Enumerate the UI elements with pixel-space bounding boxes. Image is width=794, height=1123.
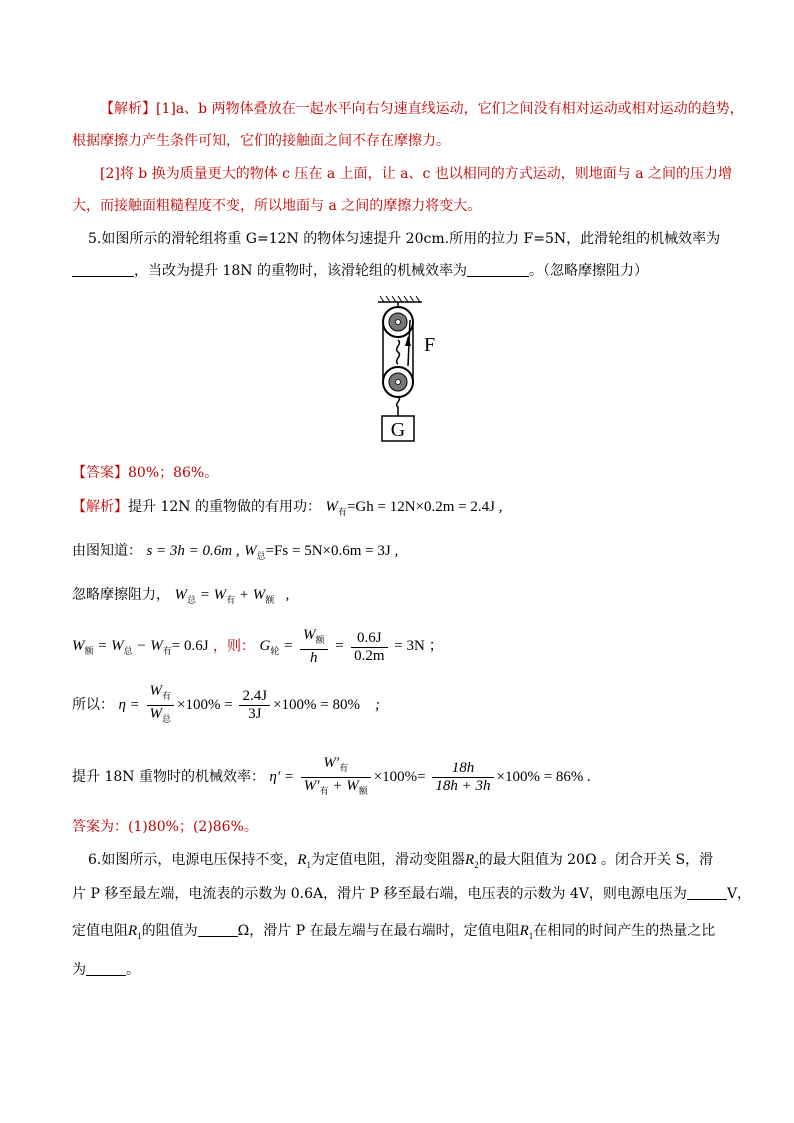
analysis-tag: 【解析】: [100, 101, 156, 117]
q6-line1: 6.如图所示，电源电压保持不变，$R_1$为定值电阻，滑动变阻器$R_2$的最大阻值为 20Ω 。闭合开关 S，滑: [88, 852, 714, 870]
q6-line3: 定值电阻$R_1$的阻值为 Ω，滑片 P 在最左端与在最右端时，定值电阻$R_1$在相同的时间产生的热量之比: [72, 923, 716, 941]
analysis5-line1: 【解析】提升 12N 的重物做的有用功： $W_有=Gh = 12N\times 0.2m = 2.4J$ ,: [72, 499, 503, 517]
q6-line4: 为 。: [72, 962, 140, 978]
weight-label-G: G: [390, 419, 406, 441]
analysis-prev-line4: 大，而接触面粗糙程度不变，所以地面与 a 之间的摩擦力将变大。: [72, 198, 482, 214]
analysis-prev-line3: [2]将 b 换为质量更大的物体 c 压在 a 上面，让 a、c 也以相同的方式运动，则地面与 a 之间的压力增: [100, 166, 733, 182]
q6-blank-1[interactable]: [687, 899, 727, 900]
analysis-prev-line1: [100, 99, 744, 119]
force-arrow-icon: [405, 336, 411, 346]
force-label-F: F: [424, 334, 436, 356]
analysis5-line4: $W_额 = W_总 - W_有= 0.6J$ ，则： $G_轮$ = $\frac{W_额}{h}$ = $\frac{0.6J}{0.2m}$ = 3N ；: [72, 627, 444, 666]
pulley-diagram: [370, 296, 460, 446]
analysis5-line2: 由图知道： s = 3h = 0.6m , $W_总=Fs = 5N\times 0.6m = 3J$ ,: [72, 543, 399, 561]
answer5-line: 【答案】80%；86%。: [72, 465, 219, 481]
q5-line2: ，当改为提升 18N 的重物时，该滑轮组的机械效率为 。（忽略摩擦阻力）: [72, 261, 648, 281]
q5-blank-1[interactable]: [72, 276, 134, 277]
analysis5-line5: 所以： η = $\frac{W_有}{W_总}$ ×100% = $\frac{2.4J}{3J}$ ×100% = 80% ;: [72, 683, 380, 724]
analysis5-line3: 忽略摩擦阻力， $W_总 = W_有 + W_额$ ,: [72, 587, 290, 605]
q6-line2: 片 P 移至最左端，电流表的示数为 0.6A，滑片 P 移至最右端，电压表的示数为 4V，则电源电压为 V，: [72, 886, 752, 902]
q5-line1: 5.如图所示的滑轮组将重 G=12N 的物体匀速提升 20cm.所用的拉力 F=5N，此滑轮组的机械效率为: [88, 231, 721, 247]
analysis-prev-line2: 根据摩擦力产生条件可知，它们的接触面之间不存在摩擦力。: [72, 133, 450, 149]
q6-blank-2[interactable]: [198, 936, 238, 937]
q5-blank-2[interactable]: [467, 276, 529, 277]
analysis5-line6: 提升 18N 重物时的机械效率： η′ = $\frac{W'_有}{W'_有 + W_额}$ ×100%= $\frac{18h}{18h + 3h}$ ×100% = 86% .: [72, 755, 591, 796]
q6-blank-3[interactable]: [86, 975, 126, 976]
analysis-text: [1]a、b 两物体叠放在一起水平向右匀速直线运动，它们之间没有相对运动或相对运动的趋势，: [156, 101, 744, 117]
analysis5-final: 答案为：(1)80%；(2)86%。: [72, 819, 258, 835]
